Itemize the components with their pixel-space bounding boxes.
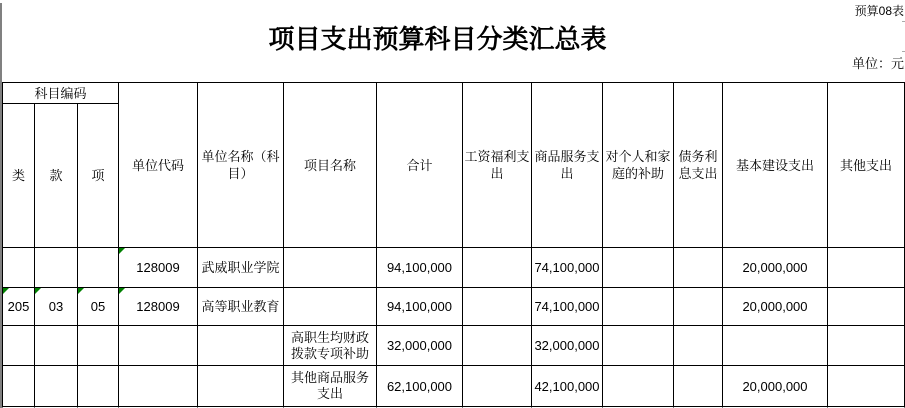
table-cell[interactable] [828, 288, 905, 326]
header-section[interactable]: 款 [35, 104, 78, 248]
table-cell[interactable] [674, 288, 723, 326]
table-cell-class[interactable] [3, 288, 35, 326]
header-debt-interest[interactable]: 债务利息支出 [674, 83, 723, 248]
table-cell[interactable] [3, 248, 35, 288]
header-unit-code[interactable]: 单位代码 [119, 83, 198, 248]
table-cell[interactable] [674, 366, 723, 407]
table-cell[interactable] [78, 366, 119, 407]
table-cell-goods[interactable]: 42,100,000 [532, 366, 603, 407]
cell-text: 03 [48, 299, 64, 314]
table-cell[interactable] [463, 326, 532, 366]
table-row [3, 366, 905, 407]
table-cell[interactable] [35, 326, 78, 366]
table-cell-unit-code[interactable] [119, 288, 198, 326]
table-cell-total[interactable]: 32,000,000 [377, 326, 463, 366]
page-title: 项目支出预算科目分类汇总表 [268, 25, 607, 54]
header-class[interactable]: 类 [3, 104, 35, 248]
table-cell-project-name[interactable] [284, 326, 377, 366]
table-cell-goods[interactable]: 74,100,000 [532, 288, 603, 326]
table-row [3, 248, 905, 288]
header-subject-code[interactable]: 科目编码 [3, 83, 119, 104]
table-cell-capital[interactable]: 20,000,000 [723, 248, 828, 288]
header-project-name[interactable]: 项目名称 [284, 83, 377, 248]
table-cell-section[interactable] [35, 288, 78, 326]
table-cell-project-name[interactable] [284, 366, 377, 407]
cell-text: 05 [90, 299, 106, 314]
table-cell[interactable] [463, 366, 532, 407]
header-unit-name[interactable]: 单位名称（科目） [198, 83, 284, 248]
table-cell[interactable] [35, 366, 78, 407]
table-cell[interactable] [828, 248, 905, 288]
table-cell[interactable] [78, 248, 119, 288]
table-cell-goods[interactable]: 32,000,000 [532, 326, 603, 366]
table-cell[interactable] [828, 366, 905, 407]
table-cell[interactable] [674, 326, 723, 366]
table-cell[interactable] [723, 326, 828, 366]
sheet-number-label: 预算08表 [854, 4, 904, 18]
table-cell-capital[interactable]: 20,000,000 [723, 288, 828, 326]
table-cell-total[interactable]: 62,100,000 [377, 366, 463, 407]
table-cell-unit-name[interactable]: 高等职业教育 [198, 288, 284, 326]
table-cell[interactable] [198, 366, 284, 407]
table-cell[interactable] [463, 248, 532, 288]
cell-text: 高职生均财政拨款专项补助 [290, 329, 369, 361]
error-triangle-icon [119, 288, 125, 294]
header-item[interactable]: 项 [78, 104, 119, 248]
header-total[interactable]: 合计 [377, 83, 463, 248]
cell-text: 128009 [136, 260, 180, 275]
header-capital-construction[interactable]: 基本建设支出 [723, 83, 828, 248]
table-cell[interactable] [198, 326, 284, 366]
header-wages-welfare[interactable]: 工资福利支出 [463, 83, 532, 248]
table-cell[interactable] [603, 248, 674, 288]
error-triangle-icon [119, 248, 125, 254]
table-cell[interactable] [119, 326, 198, 366]
error-triangle-icon [3, 288, 9, 294]
table-cell[interactable] [828, 326, 905, 366]
table-cell[interactable] [119, 366, 198, 407]
table-cell[interactable] [603, 326, 674, 366]
table-cell[interactable] [284, 288, 377, 326]
table-cell-capital[interactable]: 20,000,000 [723, 366, 828, 407]
unit-label: 单位：元 [851, 56, 904, 71]
cell-text: 128009 [136, 299, 180, 314]
table-row [3, 288, 905, 326]
header-goods-services[interactable]: 商品服务支出 [532, 83, 603, 248]
table-cell[interactable] [284, 248, 377, 288]
header-individual-family[interactable]: 对个人和家庭的补助 [603, 83, 674, 248]
table-cell-item[interactable] [78, 288, 119, 326]
table-cell-goods[interactable]: 74,100,000 [532, 248, 603, 288]
header-row-top [3, 83, 905, 104]
table-cell[interactable] [674, 248, 723, 288]
table-cell-unit-name[interactable]: 武威职业学院 [198, 248, 284, 288]
table-cell[interactable] [3, 326, 35, 366]
header-other[interactable]: 其他支出 [828, 83, 905, 248]
table-cell[interactable] [35, 248, 78, 288]
error-triangle-icon [35, 288, 41, 294]
table-cell[interactable] [603, 366, 674, 407]
table-cell-unit-code[interactable] [119, 248, 198, 288]
error-triangle-icon [78, 288, 84, 294]
table-cell[interactable] [603, 288, 674, 326]
cell-text: 其他商品服务支出 [290, 370, 369, 401]
cell-text: 205 [7, 299, 30, 314]
table-cell[interactable] [3, 366, 35, 407]
table-cell[interactable] [463, 288, 532, 326]
table-cell-total[interactable]: 94,100,000 [377, 248, 463, 288]
table-cell[interactable] [78, 326, 119, 366]
budget-summary-table [2, 82, 905, 407]
table-cell-total[interactable]: 94,100,000 [377, 288, 463, 326]
table-row [3, 326, 905, 366]
